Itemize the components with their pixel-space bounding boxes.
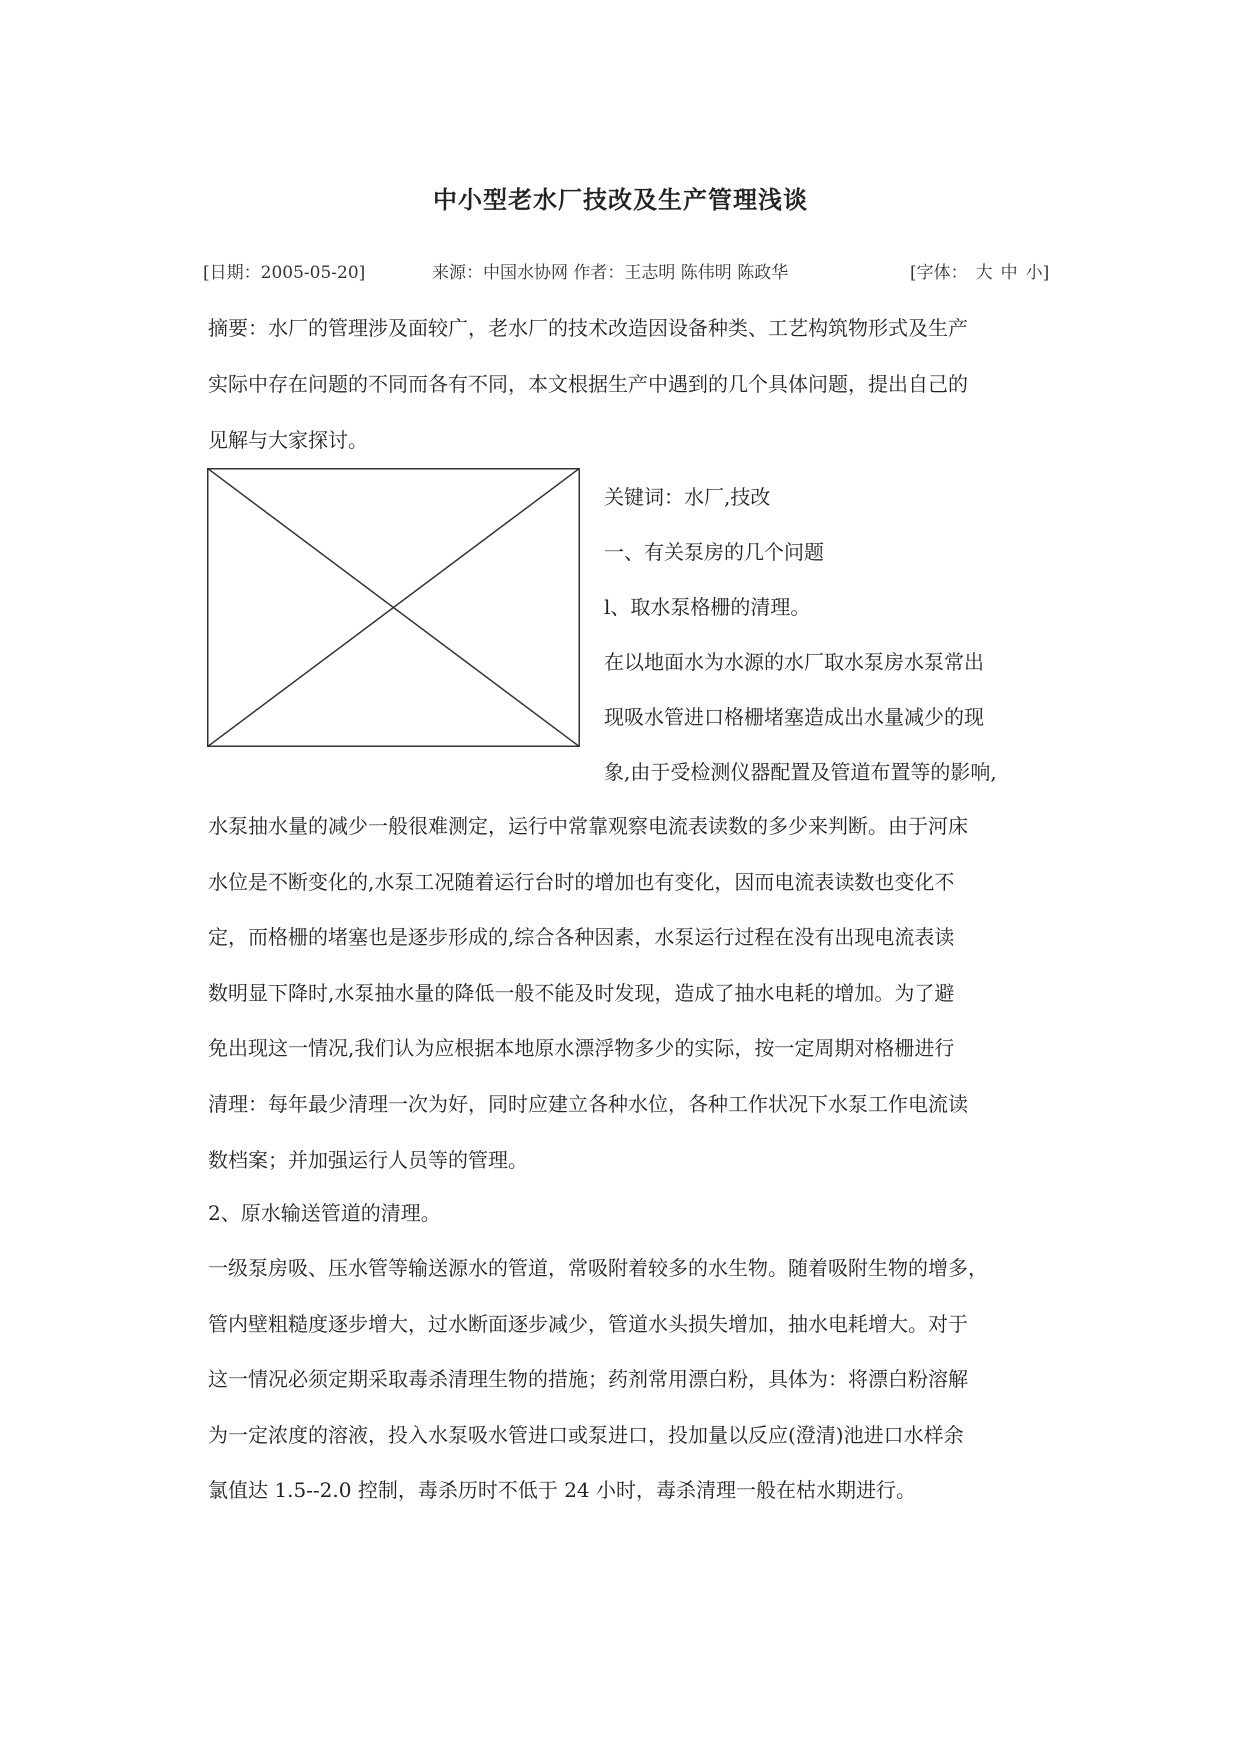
body-line: 象,由于受检测仪器配置及管道布置等的影响, bbox=[604, 760, 997, 784]
body-line: 氯值达 1.5--2.0 控制，毒杀历时不低于 24 小时，毒杀清理一般在枯水期进行。 bbox=[208, 1478, 917, 1503]
keywords: 关键词：水厂,技改 bbox=[604, 485, 771, 509]
abstract-line: 摘要：水厂的管理涉及面较广，老水厂的技术改造因设备种类、工艺构筑物形式及生产 bbox=[208, 316, 968, 340]
article-date: [日期：2005-05-20] bbox=[203, 263, 366, 283]
image-placeholder bbox=[207, 468, 580, 747]
subsection-heading-1: l、取水泵格栅的清理。 bbox=[604, 595, 811, 619]
body-line: 管内壁粗糙度逐步增大，过水断面逐步减少，管道水头损失增加，抽水电耗增大。对于 bbox=[208, 1311, 968, 1336]
keywords-section bbox=[604, 470, 1036, 800]
body-line: 一级泵房吸、压水管等输送源水的管道，常吸附着较多的水生物。随着吸附生物的增多， bbox=[208, 1256, 988, 1280]
font-size-medium-link[interactable]: 中 bbox=[1000, 263, 1018, 283]
body-line: 免出现这一情况,我们认为应根据本地原水漂浮物多少的实际，按一定周期对格栅进行 bbox=[208, 1036, 955, 1061]
abstract-line: 见解与大家探讨。 bbox=[208, 428, 368, 452]
body-line: 数档案；并加强运行人员等的管理。 bbox=[208, 1147, 528, 1172]
abstract-line: 实际中存在问题的不同而各有不同，本文根据生产中遇到的几个具体问题，提出自己的 bbox=[208, 372, 968, 396]
body-line: 数明显下降时,水泵抽水量的降低一般不能及时发现，造成了抽水电耗的增加。为了避 bbox=[208, 980, 955, 1005]
body-line: 为一定浓度的溶液，投入水泵吸水管进口或泵进口，投加量以反应(澄清)池进口水样余 bbox=[208, 1422, 964, 1447]
body-paragraph-2 bbox=[208, 1241, 1038, 1519]
article-source-authors: 来源：中国水协网 作者：王志明 陈伟明 陈政华 bbox=[432, 263, 789, 283]
font-size-small-link[interactable]: 小] bbox=[1025, 263, 1050, 283]
body-paragraph-1 bbox=[208, 799, 1038, 1188]
abstract bbox=[208, 300, 1038, 468]
font-size-large-link[interactable]: 大 bbox=[975, 263, 993, 283]
section-heading-1: 一、有关泵房的几个问题 bbox=[604, 540, 824, 564]
body-line: 水泵抽水量的减少一般很难测定，运行中常靠观察电流表读数的多少来判断。由于河床 bbox=[208, 814, 968, 838]
body-line: 定，而格栅的堵塞也是逐步形成的,综合各种因素，水泵运行过程在没有出现电流表读 bbox=[208, 925, 955, 950]
body-line: 在以地面水为水源的水厂取水泵房水泵常出 bbox=[604, 650, 984, 674]
body-line: 清理：每年最少清理一次为好，同时应建立各种水位，各种工作状况下水泵工作电流读 bbox=[208, 1091, 968, 1116]
article-title: 中小型老水厂技改及生产管理浅谈 bbox=[433, 185, 808, 214]
subsection-heading-2: 2、原水输送管道的清理。 bbox=[208, 1201, 441, 1225]
body-line: 水位是不断变化的,水泵工况随着运行台时的增加也有变化，因而电流表读数也变化不 bbox=[208, 869, 955, 894]
body-line: 这一情况必须定期采取毒杀清理生物的措施；药剂常用漂白粉，具体为：将漂白粉溶解 bbox=[208, 1367, 968, 1392]
font-size-label: [字体： bbox=[910, 263, 968, 283]
body-line: 现吸水管进口格栅堵塞造成出水量减少的现 bbox=[604, 705, 984, 729]
font-size-selector bbox=[910, 258, 1049, 283]
